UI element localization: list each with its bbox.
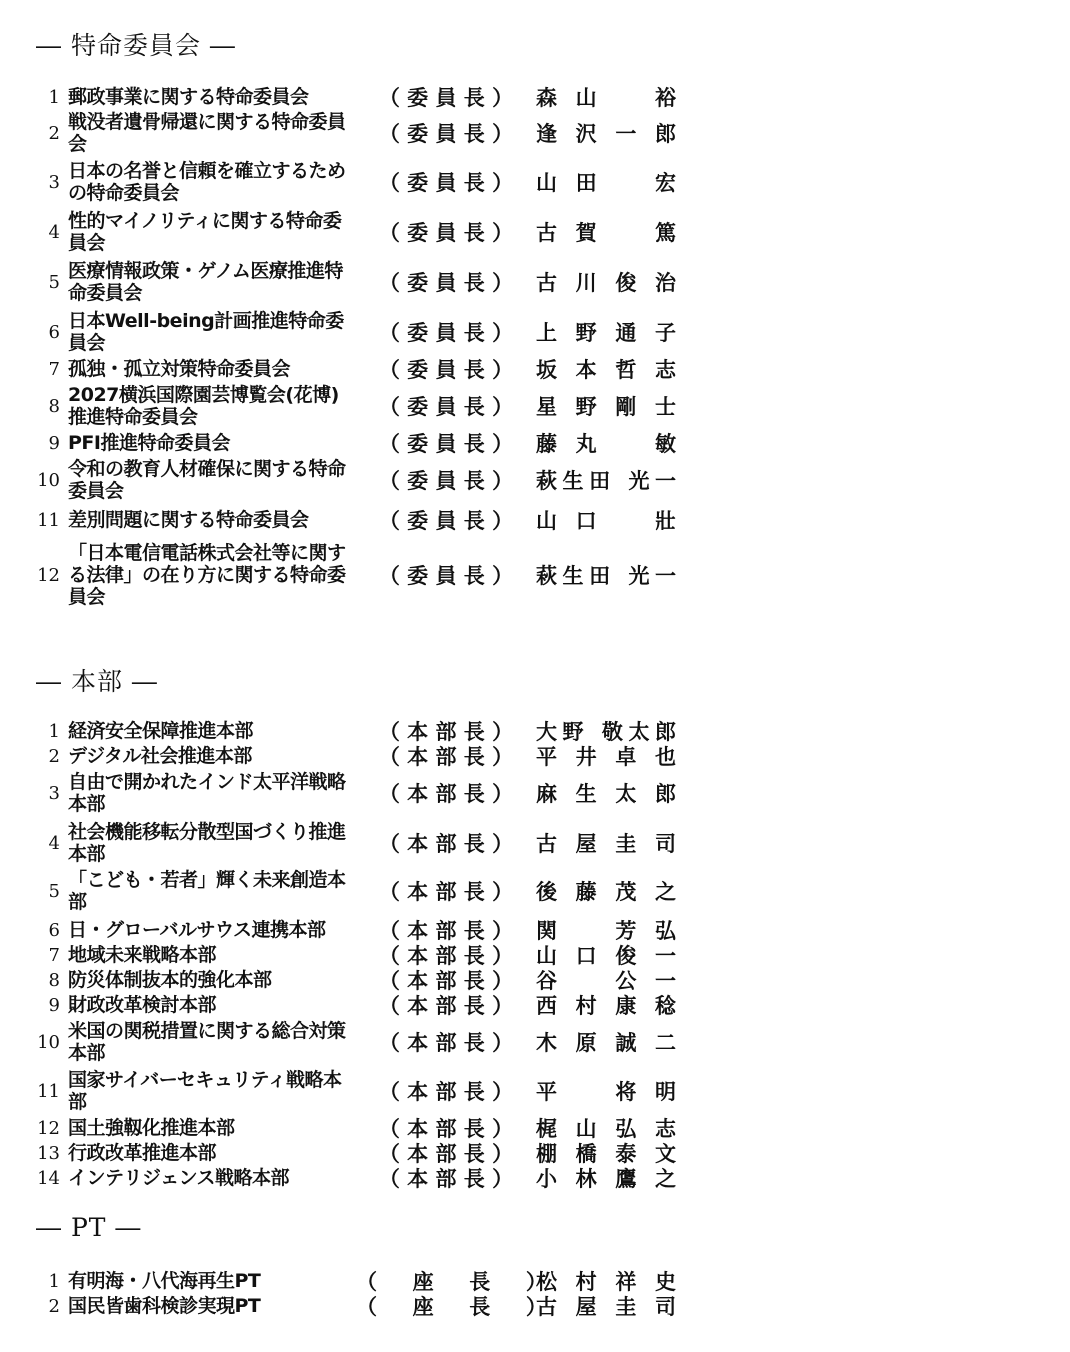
list-item <box>0 819 720 867</box>
item-number: 2 <box>48 745 60 767</box>
list-item <box>0 110 720 156</box>
item-person: 大野 敬太郎 <box>536 719 676 744</box>
item-person: 木 原 誠 二 <box>536 1030 676 1055</box>
item-role: （ 委 員 長 ） <box>378 170 514 195</box>
item-person: 坂 本 哲 志 <box>536 357 676 382</box>
list-item <box>0 1067 720 1115</box>
item-title: 孤独・孤立対策特命委員会 <box>68 358 291 380</box>
item-number: 1 <box>48 720 60 742</box>
list-item <box>0 382 720 430</box>
item-number: 9 <box>48 994 60 1016</box>
item-role: （ 委 員 長 ） <box>378 85 514 110</box>
item-title: 2027横浜国際園芸博覧会(花博)推進特命委員会 <box>68 384 339 428</box>
item-title: 防災体制抜本的強化本部 <box>68 969 272 991</box>
item-person: 萩生田 光一 <box>536 563 676 588</box>
item-number: 8 <box>48 969 60 991</box>
item-number: 11 <box>37 1080 60 1102</box>
item-person: 古 屋 圭 司 <box>536 1294 676 1319</box>
item-title: 日・グローバルサウス連携本部 <box>68 919 326 941</box>
item-person: 梶 山 弘 志 <box>536 1116 676 1141</box>
item-title: インテリジェンス戦略本部 <box>68 1167 290 1189</box>
item-role: （ 本 部 長 ） <box>378 719 514 744</box>
item-number: 5 <box>48 271 60 293</box>
item-title: デジタル社会推進本部 <box>68 745 252 767</box>
list-item <box>0 208 720 256</box>
item-number: 4 <box>48 832 60 854</box>
item-title: 医療情報政策・ゲノム医療推進特命委員会 <box>68 260 343 304</box>
list-item <box>0 869 720 913</box>
item-person: 山 口 壯 <box>536 508 676 533</box>
item-role: （ 委 員 長 ） <box>378 357 514 382</box>
item-title: 経済安全保障推進本部 <box>68 720 254 742</box>
item-role: （ 本 部 長 ） <box>378 744 514 769</box>
item-person: 麻 生 太 郎 <box>536 781 676 806</box>
item-role: （ 本 部 長 ） <box>378 943 514 968</box>
item-role: （ 本 部 長 ） <box>378 781 514 806</box>
item-title: 性的マイノリティに関する特命委員会 <box>68 210 342 254</box>
item-person: 萩生田 光一 <box>536 468 676 493</box>
item-title: 「日本電信電話株式会社等に関する法律」の在り方に関する特命委員会 <box>68 542 346 608</box>
item-title: 財政改革検討本部 <box>68 994 217 1016</box>
item-role: （ 本 部 長 ） <box>378 968 514 993</box>
item-title: 自由で開かれたインド太平洋戦略本部 <box>68 771 346 815</box>
item-person: 藤 丸 敏 <box>536 431 676 456</box>
list-item <box>0 506 720 534</box>
item-title: 郵政事業に関する特命委員会 <box>68 86 309 108</box>
item-role: （ 委 員 長 ） <box>378 320 514 345</box>
list-item <box>0 308 720 356</box>
item-person: 平 将 明 <box>536 1079 676 1104</box>
item-title: 有明海・八代海再生PT <box>68 1270 261 1292</box>
item-number: 6 <box>48 321 60 343</box>
item-person: 山 田 宏 <box>536 170 676 195</box>
item-role: （ 本 部 長 ） <box>378 879 514 904</box>
item-role: （ 座 長 ） <box>356 1269 547 1294</box>
list-item <box>0 1293 720 1319</box>
item-number: 12 <box>37 564 60 586</box>
item-number: 9 <box>48 432 60 454</box>
item-role: （ 委 員 長 ） <box>378 270 514 295</box>
item-person: 古 屋 圭 司 <box>536 831 676 856</box>
item-role: （ 委 員 長 ） <box>378 508 514 533</box>
item-person: 古 賀 篤 <box>536 220 676 245</box>
item-role: （ 委 員 長 ） <box>378 394 514 419</box>
item-role: （ 委 員 長 ） <box>378 220 514 245</box>
item-number: 1 <box>48 1270 60 1292</box>
item-number: 2 <box>48 1295 60 1317</box>
item-role: （ 本 部 長 ） <box>378 1141 514 1166</box>
item-title: 日本Well-being計画推進特命委員会 <box>68 310 344 354</box>
list-item <box>0 769 720 817</box>
item-person: 上 野 通 子 <box>536 320 676 345</box>
item-role: （ 委 員 長 ） <box>378 431 514 456</box>
list-item <box>0 992 720 1018</box>
item-title: 米国の関税措置に関する総合対策本部 <box>68 1020 346 1064</box>
item-person: 平 井 卓 也 <box>536 744 676 769</box>
item-role: （ 本 部 長 ） <box>378 831 514 856</box>
item-person: 後 藤 茂 之 <box>536 879 676 904</box>
item-number: 11 <box>37 509 60 531</box>
item-person: 棚 橋 泰 文 <box>536 1141 676 1166</box>
item-number: 10 <box>37 469 60 491</box>
list-item <box>0 743 720 769</box>
item-number: 10 <box>37 1031 60 1053</box>
item-number: 3 <box>48 171 60 193</box>
item-person: 西 村 康 稔 <box>536 993 676 1018</box>
item-title: 地域未来戦略本部 <box>68 944 217 966</box>
item-person: 小 林 鷹 之 <box>536 1166 676 1191</box>
item-person: 関 芳 弘 <box>536 918 676 943</box>
list-item <box>0 84 720 110</box>
item-role: （ 委 員 長 ） <box>378 468 514 493</box>
item-number: 2 <box>48 122 60 144</box>
item-role: （ 本 部 長 ） <box>378 1030 514 1055</box>
item-role: （ 本 部 長 ） <box>378 1079 514 1104</box>
item-role: （ 委 員 長 ） <box>378 121 514 146</box>
item-person: 逢 沢 一 郎 <box>536 121 676 146</box>
item-role: （ 本 部 長 ） <box>378 993 514 1018</box>
list-item <box>0 158 720 206</box>
item-number: 1 <box>48 86 60 108</box>
item-number: 7 <box>48 358 60 380</box>
list-item <box>0 356 720 382</box>
item-number: 7 <box>48 944 60 966</box>
item-title: 国土強靱化推進本部 <box>68 1117 235 1139</box>
list-item <box>0 1165 720 1191</box>
item-number: 3 <box>48 782 60 804</box>
section-heading-pt: ― PT ― <box>36 1213 142 1242</box>
item-title: 差別問題に関する特命委員会 <box>68 509 309 531</box>
item-title: PFI推進特命委員会 <box>68 432 230 454</box>
item-number: 6 <box>48 919 60 941</box>
section-heading-headquarters: ― 本部 ― <box>36 667 158 696</box>
item-role: （ 本 部 長 ） <box>378 1116 514 1141</box>
item-role: （ 座 長 ） <box>356 1294 547 1319</box>
item-person: 古 川 俊 治 <box>536 270 676 295</box>
item-number: 4 <box>48 221 60 243</box>
list-item <box>0 430 720 456</box>
item-title: 「こども・若者」輝く未来創造本部 <box>68 869 346 913</box>
item-person: 谷 公 一 <box>536 968 676 993</box>
item-title: 令和の教育人材確保に関する特命委員会 <box>68 458 346 502</box>
item-title: 国民皆歯科検診実現PT <box>68 1295 261 1317</box>
item-role: （ 本 部 長 ） <box>378 918 514 943</box>
item-number: 5 <box>48 880 60 902</box>
item-person: 松 村 祥 史 <box>536 1269 676 1294</box>
item-role: （ 委 員 長 ） <box>378 563 514 588</box>
list-item <box>0 1018 720 1066</box>
item-person: 山 口 俊 一 <box>536 943 676 968</box>
item-number: 13 <box>37 1142 60 1164</box>
list-item <box>0 456 720 504</box>
item-person: 星 野 剛 士 <box>536 394 676 419</box>
item-person: 森 山 裕 <box>536 85 676 110</box>
item-title: 社会機能移転分散型国づくり推進本部 <box>68 821 346 865</box>
item-title: 日本の名誉と信頼を確立するための特命委員会 <box>68 160 346 204</box>
section-heading-special-committees: ― 特命委員会 ― <box>36 31 236 60</box>
list-item <box>0 540 720 610</box>
item-number: 14 <box>37 1167 60 1189</box>
item-number: 12 <box>37 1117 60 1139</box>
item-number: 8 <box>48 395 60 417</box>
list-item <box>0 258 720 306</box>
item-title: 行政改革推進本部 <box>68 1142 217 1164</box>
item-title: 戦没者遺骨帰還に関する特命委員会 <box>68 111 346 155</box>
item-role: （ 本 部 長 ） <box>378 1166 514 1191</box>
item-title: 国家サイバーセキュリティ戦略本部 <box>68 1069 342 1113</box>
